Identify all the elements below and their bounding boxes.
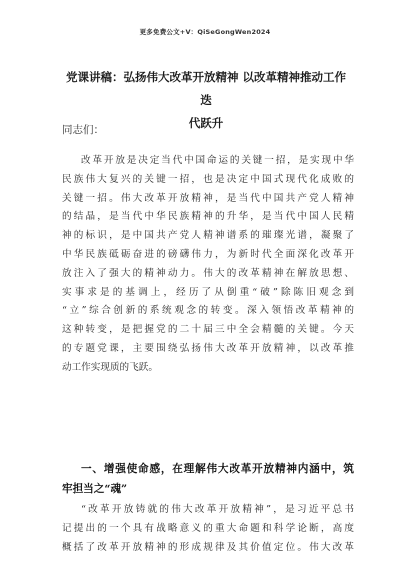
section-heading-line-2: 牢担当之“魂” (62, 483, 128, 495)
paragraph-line: 神的标识，是中国共产党人精神谱系的璀璨光谱，凝聚了 (62, 230, 354, 242)
greeting: 同志们： (62, 124, 104, 136)
paragraph-line: 关键一招。伟大改革开放精神，是当代中国共产党人精神 (62, 192, 354, 204)
paragraph-line: 民族伟大复兴的关键一招，也是决定中国式现代化成败的 (62, 173, 354, 185)
paragraph-line: 动工作实现质的飞跃。 (62, 361, 158, 373)
paragraph-line: “改革开放铸就的伟大改革开放精神”，是习近平总书 (81, 504, 354, 515)
document-title (62, 66, 350, 135)
paragraph-line: 的专题党课，主要围绕弘扬伟大改革开放精神，以改革推 (62, 342, 354, 354)
title-line-2: 代跃升 (188, 116, 224, 130)
paragraph-line: “立”综合创新的系统观念的转变。深入领悟改革精神的 (62, 305, 354, 317)
paragraph-2 (62, 501, 354, 557)
paragraph-line: 改革开放是决定当代中国命运的关键一招，是实现中华 (81, 155, 354, 166)
title-line-1: 党课讲稿：弘扬伟大改革开放精神 以改革精神推动工作迭 (65, 70, 346, 107)
paragraph-1 (62, 152, 354, 378)
paragraph-line: 实事求是的基调上，经历了从倒重“破”除陈旧观念到 (62, 286, 354, 298)
section-heading-1 (62, 459, 354, 499)
paragraph-line: 这种转变，是把握党的二十届三中全会精髓的关键。今天 (62, 324, 354, 336)
paragraph-line: 的结晶，是当代中华民族精神的升华，是当代中国人民精 (62, 211, 354, 223)
section-heading-line-1: 一、增强使命感，在理解伟大改革开放精神内涵中，筑 (81, 463, 354, 475)
paragraph-line: 放注入了强大的精神动力。伟大的改革精神在解放思想、 (62, 267, 354, 279)
paragraph-line: 中华民族砥砺奋进的磅礴伟力，为新时代全面深化改革开 (62, 248, 354, 260)
page-header-watermark: 更多免费公文+V：QiSeGongWen2024 (139, 28, 271, 36)
paragraph-line: 记提出的一个具有战略意义的重大命题和科学论断，高度 (62, 522, 354, 534)
paragraph-line: 概括了改革开放精神的形成规律及其价值定位。伟大改革 (62, 541, 354, 553)
